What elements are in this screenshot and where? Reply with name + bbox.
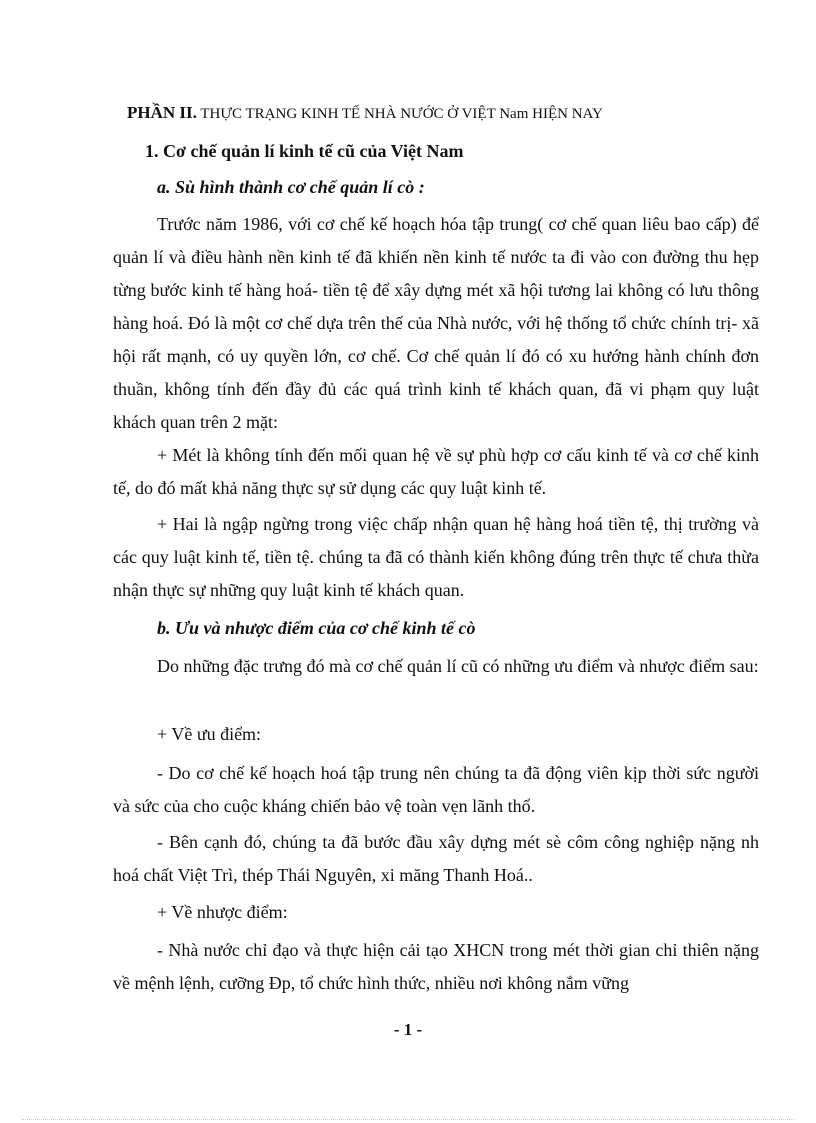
paragraph-6: - Bên cạnh đó, chúng ta đã bước đầu xây dựng mét sè côm công nghiệp nặng nh hoá chất Việt Trì, thép Thái Nguyên, xi măng Thanh Hoá..: [113, 832, 759, 885]
section-heading: 1. Cơ chế quản lí kinh tế cũ của Việt Nam: [145, 141, 464, 161]
paragraph-7: - Nhà nước chỉ đạo và thực hiện cải tạo XHCN trong mét thời gian chỉ thiên nặng về mệnh lệnh, cưỡng Ðp, tổ chức hình thức, nhiều nơi không nắm vững: [113, 940, 759, 993]
part-title: THỰC TRẠNG KINH TẾ NHÀ NƯỚC Ở VIỆT Nam HIỆN NAY: [200, 106, 603, 122]
subheading-a: a. Sù hình thành cơ chế quản lí cò :: [157, 177, 425, 197]
paragraph-3: + Hai là ngập ngừng trong việc chấp nhận quan hệ hàng hoá tiền tệ, thị trường và các quy luật kinh tế, tiền tệ. chúng ta đã có thành kiến không đúng trên thực tế chưa thừa nhận thực sự những quy luật kinh tế khách quan.: [113, 514, 759, 600]
part-heading: [127, 103, 603, 123]
disadvantages-label: + Về nhược điểm:: [157, 902, 288, 922]
paragraph-4: Do những đặc trưng đó mà cơ chế quản lí cũ có những ưu điểm và nhược điểm sau:: [157, 656, 759, 676]
paragraph-5: - Do cơ chế kế hoạch hoá tập trung nên chúng ta đã động viên kịp thời sức người và sức của cho cuộc kháng chiến bảo vệ toàn vẹn lãnh thổ.: [113, 763, 759, 816]
subheading-b: b. Ưu và nhược điểm của cơ chế kinh tế cò: [157, 618, 476, 638]
page-number: - 1 -: [393, 1020, 423, 1039]
page-bottom-divider: [22, 1119, 794, 1120]
paragraph-2: + Mét là không tính đến mối quan hệ về sự phù hợp cơ cấu kinh tế và cơ chế kinh tế, do đó mất khả năng thực sự sử dụng các quy luật kinh tế.: [113, 445, 759, 498]
part-label: PHẦN II.: [127, 103, 197, 122]
advantages-label: + Về ưu điểm:: [157, 724, 262, 744]
paragraph-1: Trước năm 1986, với cơ chế kế hoạch hóa tập trung( cơ chế quan liêu bao cấp) để quản lí và điều hành nền kinh tế đã khiến nền kinh tế nước ta đi vào con đường thu hẹp từng bước kinh tế hàng hoá- tiền tệ để xây dựng mét xã hội tương lai không có lưu thông hàng hoá. Đó là một cơ chế dựa trên thế của Nhà nước, với hệ thống tổ chức chính trị- xã hội rất mạnh, có uy quyền lớn, cơ chế. Cơ chế quản lí đó có xu hướng hành chính đơn thuần, không tính đến đầy đủ các quá trình kinh tế khách quan, đã vi phạm quy luật khách quan trên 2 mặt:: [113, 214, 759, 432]
